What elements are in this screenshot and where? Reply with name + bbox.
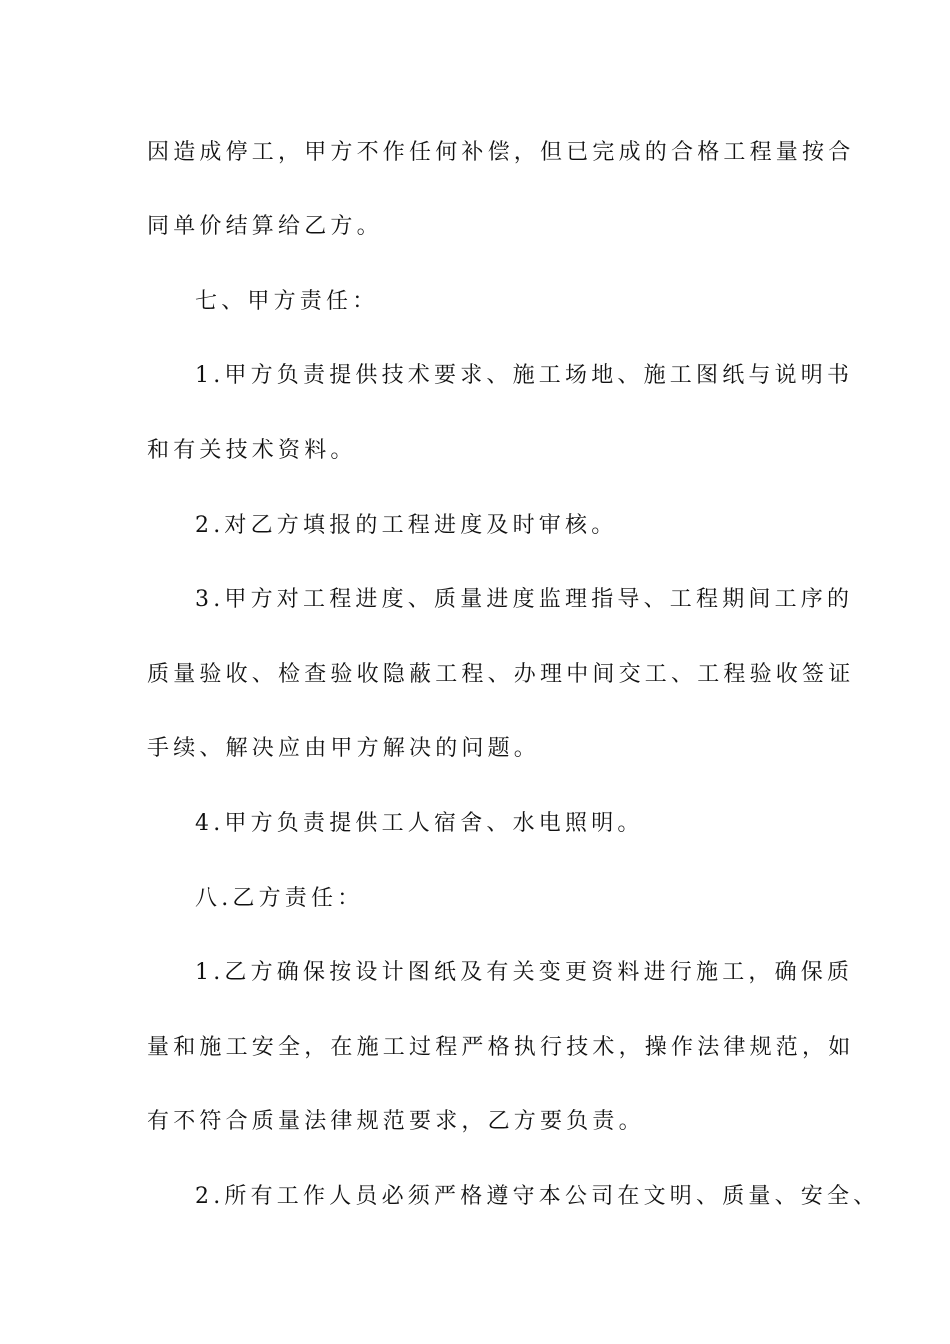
text-line: 因造成停工，甲方不作任何补偿，但已完成的合格工程量按合: [147, 140, 855, 165]
text-line: 3.甲方对工程进度、质量进度监理指导、工程期间工序的: [195, 587, 854, 612]
text-line: 手续、解决应由甲方解决的问题。: [147, 736, 541, 761]
text-line: 有不符合质量法律规范要求，乙方要负责。: [147, 1109, 645, 1134]
section-heading: 八.乙方责任：: [195, 886, 364, 911]
text-line: 同单价结算给乙方。: [147, 214, 383, 239]
text-line: 和有关技术资料。: [147, 438, 357, 463]
text-line: 1.乙方确保按设计图纸及有关变更资料进行施工，确保质: [195, 960, 854, 985]
section-heading: 七、甲方责任：: [195, 289, 379, 314]
text-line: 1.甲方负责提供技术要求、施工场地、施工图纸与说明书: [195, 363, 854, 388]
text-line: 4.甲方负责提供工人宿舍、水电照明。: [195, 811, 644, 836]
text-line: 2.所有工作人员必须严格遵守本公司在文明、质量、安全、: [195, 1184, 880, 1209]
text-line: 质量验收、检查验收隐蔽工程、办理中间交工、工程验收签证: [147, 662, 855, 687]
text-line: 量和施工安全，在施工过程严格执行技术，操作法律规范，如: [147, 1035, 855, 1060]
text-line: 2.对乙方填报的工程进度及时审核。: [195, 513, 618, 538]
